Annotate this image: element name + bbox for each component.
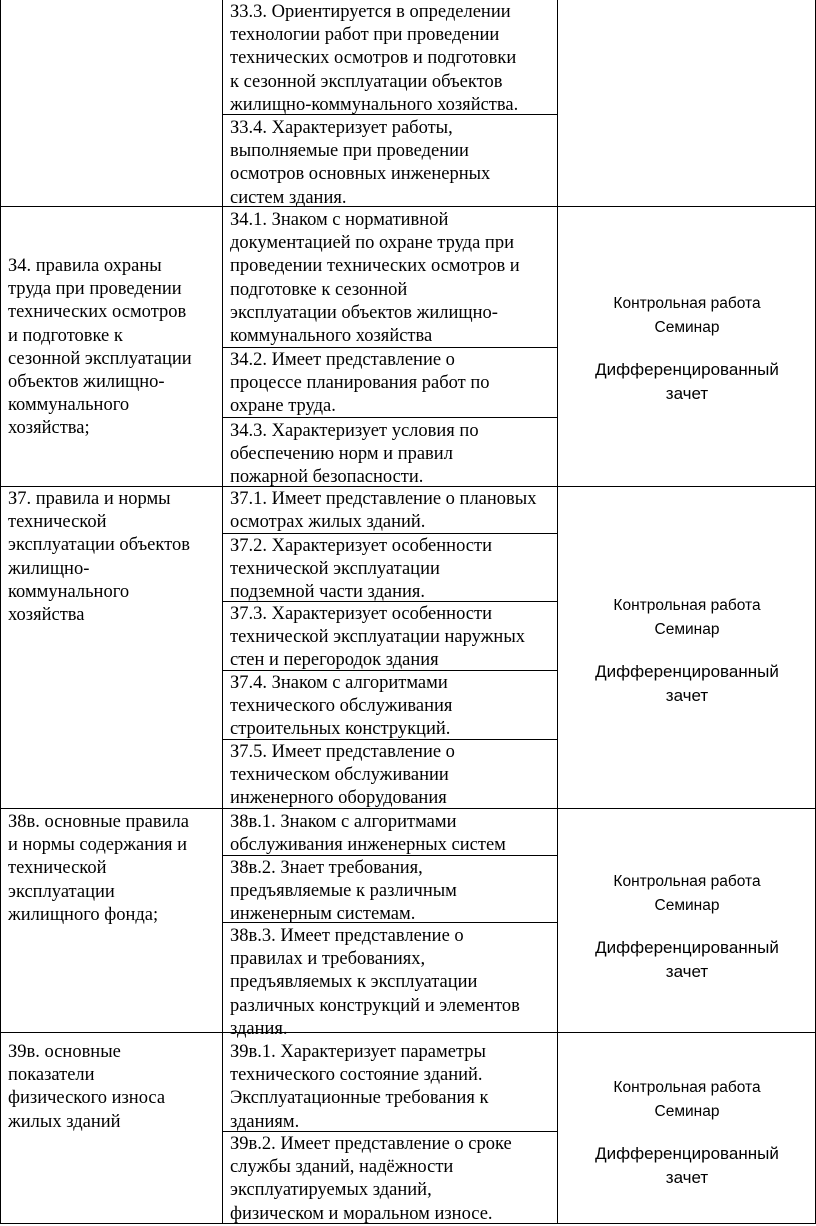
assessment-credit: Дифференцированный зачет <box>595 360 779 403</box>
assessment-credit: Дифференцированный зачет <box>595 662 779 705</box>
criterion-cell: З7.2. Характеризует особенности технической эксплуатации подземной части здания. <box>230 536 492 603</box>
topic-cell: З9в. основные показатели физического износа жилых зданий <box>8 1042 166 1132</box>
criterion-cell: З3.4. Характеризует работы, выполняемые при проведении осмотров основных инженерных систем здания. <box>230 118 491 208</box>
assessment-cell <box>558 594 816 707</box>
criterion-cell: З4.3. Характеризует условия по обеспечению норм и правил пожарной безопасности. <box>230 421 479 488</box>
criterion-cell: З8в.2. Знает требования, предъявляемые к различным инженерным системам. <box>230 858 457 925</box>
topic-cell: З8в. основные правила и нормы содержания и технической эксплуатации жилищного фонда; <box>8 812 189 925</box>
assessment-credit: Дифференцированный зачет <box>595 938 779 981</box>
assessment-cell <box>558 1076 816 1189</box>
assessment-credit: Дифференцированный зачет <box>595 1144 779 1187</box>
assessment-seminar: Семинар <box>654 318 720 336</box>
assessment-seminar: Семинар <box>654 620 720 638</box>
criterion-cell: З4.1. Знаком с нормативной документацией по охране труда при проведении технических осмотров и подготовке к сезонной эксплуатации объектов жилищно- коммунального хозяйства <box>230 210 520 347</box>
criterion-cell: З9в.2. Имеет представление о сроке службы зданий, надёжности эксплуатируемых зданий, физическом и моральном износе. <box>230 1134 512 1224</box>
assessment-seminar: Семинар <box>654 896 720 914</box>
assessment-cell <box>558 292 816 405</box>
assessment-work: Контрольная работа <box>613 597 761 614</box>
criterion-cell: З7.1. Имеет представление о плановых осмотрах жилых зданий. <box>230 489 537 533</box>
criterion-cell: З9в.1. Характеризует параметры технического состояние зданий. Эксплуатационные требования к зданиям. <box>230 1042 489 1132</box>
assessment-work: Контрольная работа <box>613 1079 761 1096</box>
criterion-cell: З7.5. Имеет представление о техническом обслуживании инженерного оборудования <box>230 742 455 809</box>
criterion-cell: З4.2. Имеет представление о процессе планирования работ по охране труда. <box>230 350 490 417</box>
criterion-cell: З7.4. Знаком с алгоритмами технического обслуживания строительных конструкций. <box>230 673 453 740</box>
criterion-cell: З8в.1. Знаком с алгоритмами обслуживания инженерных систем <box>230 812 506 856</box>
criterion-cell: З7.3. Характеризует особенности технической эксплуатации наружных стен и перегородок здания <box>230 604 525 671</box>
criterion-cell: З8в.3. Имеет представление о правилах и требованиях, предъявляемых к эксплуатации различных конструкций и элементов здания. <box>230 926 520 1039</box>
topic-cell: З7. правила и нормы технической эксплуатации объектов жилищно- коммунального хозяйства <box>8 489 190 626</box>
assessment-work: Контрольная работа <box>613 295 761 312</box>
topic-cell: З4. правила охраны труда при проведении технических осмотров и подготовке к сезонной эксплуатации объектов жилищно- коммунального хозяйства; <box>8 256 192 439</box>
assessment-cell <box>558 870 816 983</box>
assessment-seminar: Семинар <box>654 1102 720 1120</box>
assessment-work: Контрольная работа <box>613 873 761 890</box>
criterion-cell: З3.3. Ориентируется в определении технологии работ при проведении технических осмотров и подготовки к сезонной эксплуатации объектов жилищно-коммунального хозяйства. <box>230 2 519 115</box>
